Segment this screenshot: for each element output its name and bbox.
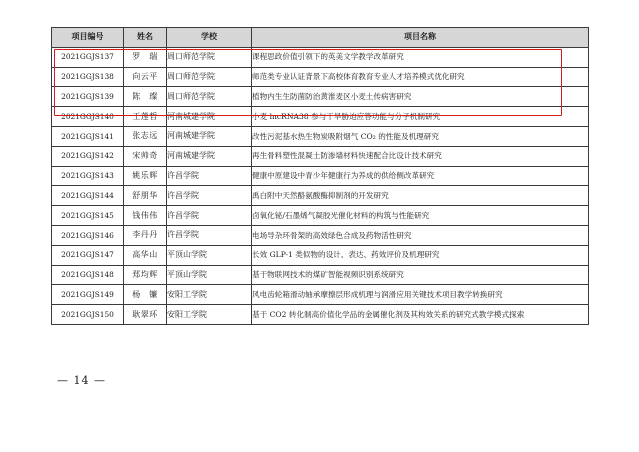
table-row: [52, 87, 589, 107]
cell-project-title: 师范类专业认证背景下高校体育教育专业人才培养模式优化研究: [252, 67, 589, 87]
cell-school: 许昌学院: [167, 186, 252, 206]
table-header: [52, 28, 589, 48]
table-row: [52, 285, 589, 305]
cell-project-id: 2021GGJS147: [52, 245, 124, 265]
cell-school: 周口师范学院: [167, 47, 252, 67]
cell-name: 姚乐辉: [124, 166, 167, 186]
cell-name: 杨 镰: [124, 285, 167, 305]
cell-project-id: 2021GGJS140: [52, 107, 124, 127]
header-school: 学校: [167, 28, 252, 48]
cell-name: 王莲哲: [124, 107, 167, 127]
cell-school: 河南城建学院: [167, 146, 252, 166]
cell-name: 郑均辉: [124, 265, 167, 285]
cell-project-title: 卤氧化铋/石墨烯气凝胶光催化材料的构筑与性能研究: [252, 206, 589, 226]
cell-project-id: 2021GGJS139: [52, 87, 124, 107]
table-row: [52, 265, 589, 285]
table-row: [52, 126, 589, 146]
table-row: [52, 166, 589, 186]
cell-project-id: 2021GGJS142: [52, 146, 124, 166]
table-row: [52, 305, 589, 325]
cell-name: 舒朋华: [124, 186, 167, 206]
cell-project-id: 2021GGJS145: [52, 206, 124, 226]
cell-project-title: 电场导杂环骨架的高效绿色合成及药物活性研究: [252, 225, 589, 245]
header-row: [52, 28, 589, 48]
table-row: [52, 225, 589, 245]
table-row: [52, 186, 589, 206]
cell-project-title: 植物内生生防菌防治黄淮麦区小麦土传病害研究: [252, 87, 589, 107]
cell-name: 张志远: [124, 126, 167, 146]
cell-project-id: 2021GGJS150: [52, 305, 124, 325]
cell-name: 钱伟伟: [124, 206, 167, 226]
table-row: [52, 47, 589, 67]
cell-project-title: 课程思政价值引领下的英美文学教学改革研究: [252, 47, 589, 67]
table-row: [52, 146, 589, 166]
cell-project-title: 禹白附中天然酪氨酸酶抑制剂的开发研究: [252, 186, 589, 206]
cell-school: 周口师范学院: [167, 67, 252, 87]
table-row: [52, 107, 589, 127]
cell-school: 许昌学院: [167, 166, 252, 186]
cell-school: 周口师范学院: [167, 87, 252, 107]
cell-school: 河南城建学院: [167, 107, 252, 127]
cell-project-id: 2021GGJS144: [52, 186, 124, 206]
cell-school: 许昌学院: [167, 206, 252, 226]
project-table: [51, 27, 589, 325]
header-project-id: 项目编号: [52, 28, 124, 48]
cell-school: 许昌学院: [167, 225, 252, 245]
cell-project-id: 2021GGJS149: [52, 285, 124, 305]
cell-project-title: 再生骨料塑性混凝土防渗墙材料快速配合比设计技术研究: [252, 146, 589, 166]
cell-school: 平顶山学院: [167, 265, 252, 285]
cell-name: 耿翠环: [124, 305, 167, 325]
cell-project-id: 2021GGJS141: [52, 126, 124, 146]
cell-project-id: 2021GGJS137: [52, 47, 124, 67]
table-row: [52, 245, 589, 265]
cell-project-id: 2021GGJS138: [52, 67, 124, 87]
cell-project-title: 健康中原建设中青少年健康行为养成的供给侧改革研究: [252, 166, 589, 186]
cell-name: 向云平: [124, 67, 167, 87]
cell-project-id: 2021GGJS146: [52, 225, 124, 245]
cell-project-title: 风电齿轮箱滑动轴承摩擦层形成机理与润滑应用关键技术项目教学转换研究: [252, 285, 589, 305]
cell-name: 陈 璨: [124, 87, 167, 107]
header-name: 姓名: [124, 28, 167, 48]
cell-name: 宋帅奇: [124, 146, 167, 166]
cell-project-title: 小麦 lncRNA38 参与干旱胁迫应答功能与分子机制研究: [252, 107, 589, 127]
table-row: [52, 206, 589, 226]
header-project-title: 项目名称: [252, 28, 589, 48]
table-body: [52, 47, 589, 324]
cell-name: 李丹丹: [124, 225, 167, 245]
cell-school: 平顶山学院: [167, 245, 252, 265]
cell-school: 河南城建学院: [167, 126, 252, 146]
table-row: [52, 67, 589, 87]
cell-project-title: 基于 CO2 转化制高价值化学品的金属催化剂及其构效关系的研究式教学模式探索: [252, 305, 589, 325]
cell-project-id: 2021GGJS143: [52, 166, 124, 186]
cell-school: 安阳工学院: [167, 305, 252, 325]
cell-project-title: 基于物联网技术的煤矿智能视频识别系统研究: [252, 265, 589, 285]
page-number: — 14 —: [57, 374, 106, 387]
cell-project-title: 长效 GLP-1 类似物的设计、表达、药效评价及机理研究: [252, 245, 589, 265]
cell-school: 安阳工学院: [167, 285, 252, 305]
cell-name: 罗 瑞: [124, 47, 167, 67]
cell-project-id: 2021GGJS148: [52, 265, 124, 285]
cell-name: 高华山: [124, 245, 167, 265]
cell-project-title: 改性污泥基水热生物炭吸附烟气 CO₂ 的性能及机理研究: [252, 126, 589, 146]
